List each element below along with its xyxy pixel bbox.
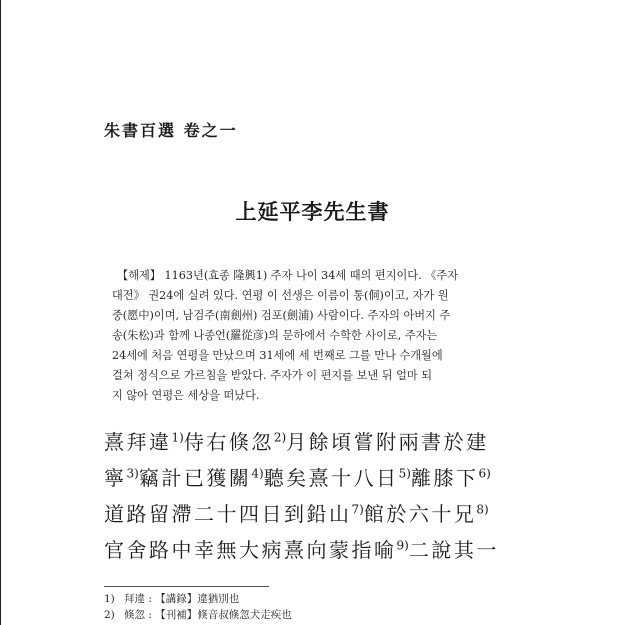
footnote-reference[interactable]: 2): [273, 430, 287, 445]
text-run: 聽矣熹十八日: [263, 466, 399, 490]
letter-title: 上延平李先生書: [235, 199, 390, 224]
classical-text-line: [104, 460, 574, 496]
text-run: 竊計已獲關: [138, 466, 252, 490]
running-head: 朱書百選 卷之一: [104, 121, 238, 140]
footnote-item: [104, 607, 524, 623]
commentary-line: 중(愿中)이며, 남검주(南劍州) 검포(劍浦) 사람이다. 주자의 아버지 주: [112, 309, 451, 322]
footnote-reference[interactable]: 6): [478, 466, 491, 481]
text-run: 侍右倏忽: [183, 430, 274, 454]
footnote-reference[interactable]: 9): [396, 538, 409, 553]
classical-text: [104, 424, 574, 568]
commentary-line: 【해제】 1163년(효종 隆興1) 주자 나이 34세 때의 편지이다. 《주자: [117, 269, 459, 282]
commentary-paragraph: [112, 266, 520, 406]
commentary-line: 24세에 처음 연평을 만났으며 31세에 세 번째로 그를 만나 수개월에: [112, 349, 443, 362]
classical-text-line: [104, 496, 574, 532]
commentary-line: 송(朱松)과 함께 나종언(羅從彦)의 문하에서 수학한 사이로, 주자는: [112, 329, 438, 342]
footnote-reference[interactable]: 3): [126, 466, 139, 481]
classical-text-line: [104, 532, 574, 568]
footnote-reference[interactable]: 8): [476, 502, 489, 517]
footnote-item: [104, 591, 524, 607]
text-run: 館於六十兄: [363, 502, 477, 526]
footnote-text: 倏忽 : 【刊補】倏音叔倏忽犬走疾也: [124, 609, 292, 621]
footnote-reference[interactable]: 4): [251, 466, 264, 481]
footnote-text: 拜違 : 【講錄】違猶別也: [124, 593, 240, 605]
text-run: 寧: [104, 466, 127, 490]
footnote-reference[interactable]: 1): [171, 430, 184, 445]
classical-text-line: [104, 424, 574, 460]
footnote-number: 1): [104, 593, 115, 605]
commentary-line: 대전》 권24에 실려 있다. 연평 이 선생은 이름이 통(侗)이고, 자가 원: [112, 289, 449, 302]
page-edge: [0, 0, 1, 625]
text-run: 二說其一: [408, 538, 499, 562]
text-run: 道路留滯二十四日到鉛山: [104, 502, 352, 526]
text-run: 官舍路中幸無大病熹向蒙指喻: [104, 538, 397, 562]
text-run: 月餘頃嘗附兩書於建: [286, 430, 489, 454]
footnote-number: 2): [104, 609, 115, 621]
footnote-reference[interactable]: 7): [351, 502, 364, 517]
text-run: 熹拜違: [104, 430, 172, 454]
commentary-line: 걸쳐 정식으로 가르침을 받았다. 주자가 이 편지를 보낸 뒤 얼마 되: [112, 369, 433, 382]
footnote-divider: [104, 586, 269, 587]
commentary-line: 지 않아 연평은 세상을 떠났다.: [112, 389, 260, 402]
footnotes: [104, 591, 524, 623]
footnote-reference[interactable]: 5): [398, 466, 411, 481]
text-run: 離膝下: [410, 466, 479, 490]
